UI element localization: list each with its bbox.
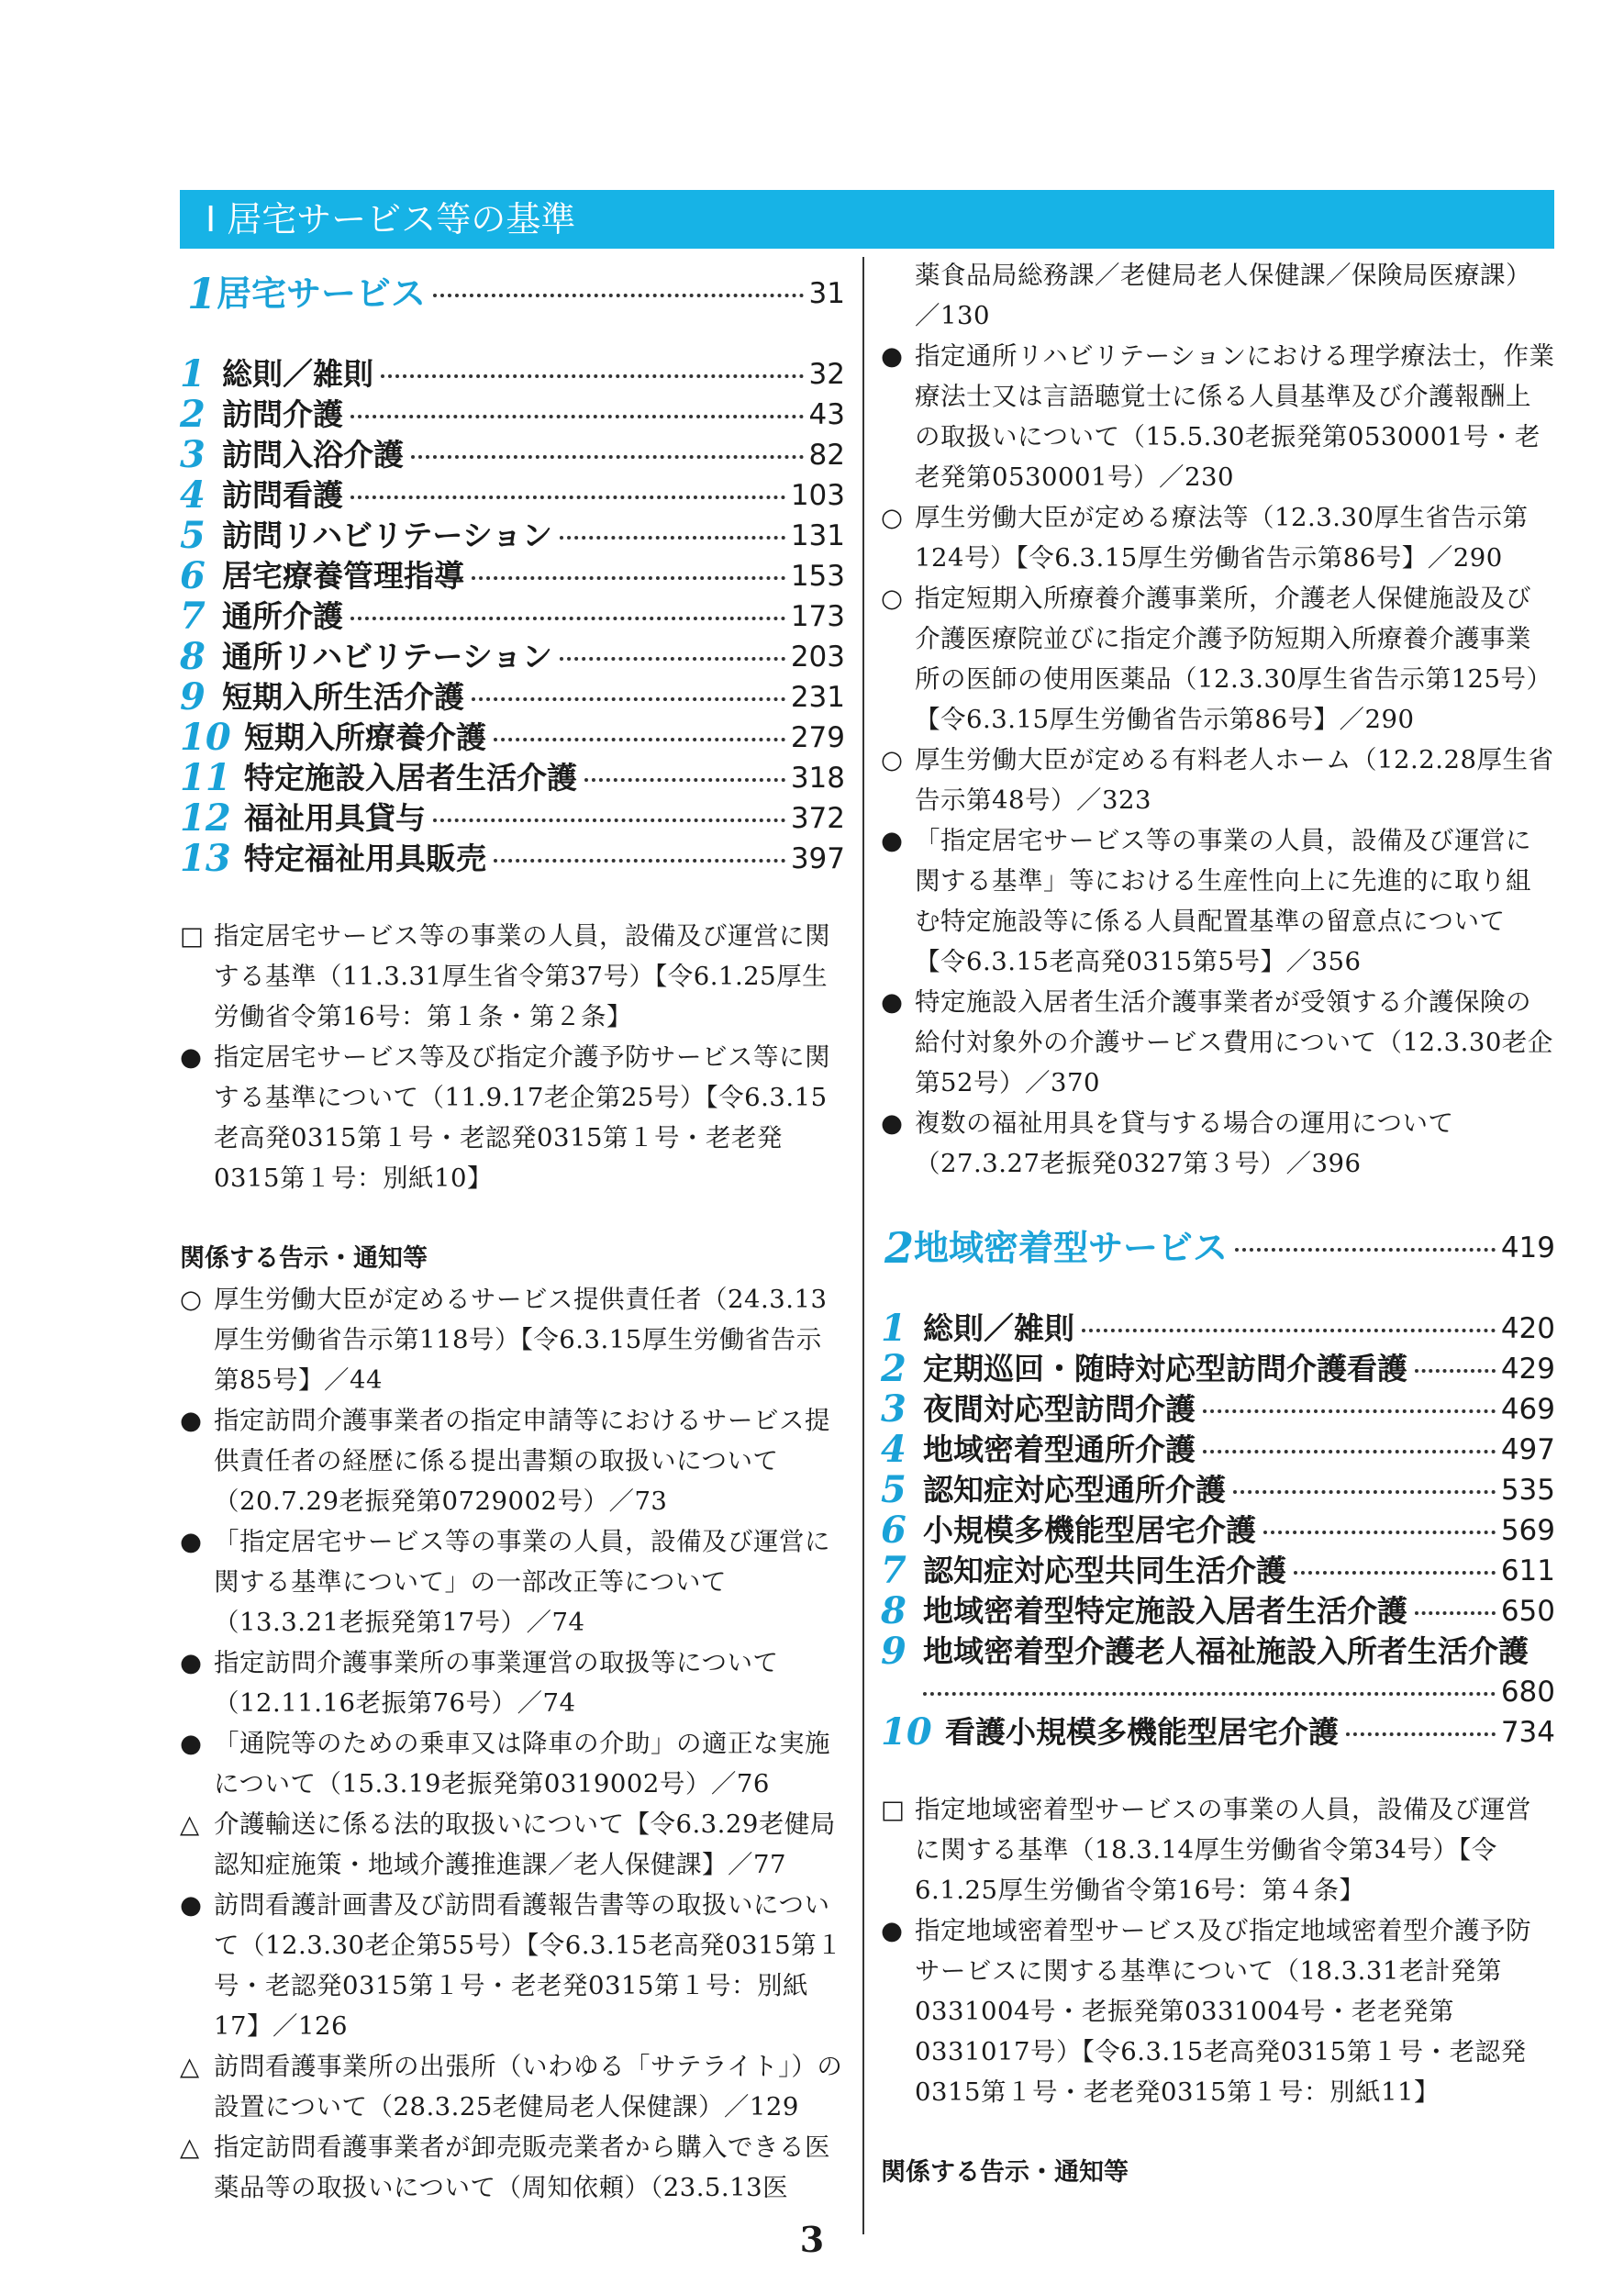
item-number: 2	[881, 1347, 907, 1390]
item-number: 3	[881, 1387, 907, 1431]
page-ref: 569	[1500, 1514, 1555, 1547]
item-label: 短期入所生活介護	[222, 679, 464, 715]
item-number: 2	[180, 393, 206, 436]
toc-item[interactable]	[881, 1631, 1555, 1712]
related-entry: ○ 厚生労働大臣が定めるサービス提供責任者（24.3.13厚生労働省告示第118号）【令6.3.15厚生労働省告示第85号】／44	[180, 1285, 828, 1395]
leader-dots	[1203, 1450, 1496, 1453]
leader-dots	[433, 818, 785, 822]
page-ref: 203	[790, 640, 845, 674]
item-label: 地域密着型特定施設入居者生活介護	[923, 1593, 1407, 1629]
toc-item[interactable]	[881, 1712, 1555, 1753]
toc-item[interactable]	[881, 1430, 1555, 1470]
item-number: 4	[881, 1428, 907, 1471]
related-entry: ● 指定訪問介護事業者の指定申請等におけるサービス提供責任者の経歴に係る提出書類の取扱いについて（20.7.29老振発第0729002号）／73	[180, 1406, 830, 1516]
leader-dots	[584, 778, 785, 782]
column-divider	[862, 257, 864, 2234]
page-ref: 372	[790, 802, 845, 835]
leader-dots	[472, 576, 785, 580]
toc-item[interactable]	[180, 596, 845, 637]
item-label: 総則／雑則	[222, 356, 373, 392]
item-number: 5	[881, 1468, 907, 1511]
item-number: 8	[881, 1589, 907, 1632]
related-entry: ● 複数の福祉用具を貸与する場合の運用について（27.3.27老振発0327第３号）／396	[881, 1108, 1454, 1178]
toc-item[interactable]	[180, 677, 845, 718]
section-label: 居宅サービス	[217, 273, 427, 314]
related-entry: ● 「指定居宅サービス等の事業の人員，設備及び運営に関する基準」等における生産性向上に先進的に取り組む特定施設等に係る人員配置基準の留意点について【令6.3.15老高発0315第5号】／356	[881, 826, 1531, 976]
leader-dots	[1233, 1490, 1496, 1494]
item-label: 訪問介護	[222, 396, 343, 432]
item-number: 9	[180, 675, 206, 718]
item-label: 居宅療養管理指導	[222, 558, 464, 594]
right-column	[881, 255, 1555, 2193]
item-number: 12	[180, 796, 231, 840]
item-label: 短期入所療養介護	[244, 719, 486, 755]
related-entry: ● 特定施設入居者生活介護事業者が受領する介護保険の給付対象外の介護サービス費用について（12.3.30老企第52号）／370	[881, 987, 1553, 1097]
toc-item[interactable]	[881, 1510, 1555, 1551]
toc-item[interactable]	[180, 718, 845, 758]
page-ref: 397	[790, 842, 845, 875]
leader-dots	[472, 697, 785, 701]
item-label: 夜間対応型訪問介護	[923, 1391, 1196, 1427]
item-label: 通所介護	[222, 598, 343, 634]
left-column	[180, 255, 845, 2208]
leader-dots	[1235, 1248, 1496, 1252]
toc-item[interactable]	[180, 556, 845, 596]
leader-dots	[350, 415, 804, 418]
page-ref: 318	[790, 762, 845, 795]
reference-entry: □ 指定地域密着型サービスの事業の人員，設備及び運営に関する基準（18.3.14厚生労働省令第34号）【令6.1.25厚生労働省令第16号：第４条】	[881, 1795, 1531, 1905]
leader-dots	[411, 455, 804, 459]
item-number: 10	[180, 716, 231, 759]
related-entry: ● 「指定居宅サービス等の事業の人員，設備及び運営に関する基準について」の一部改正等について（13.3.21老振発第17号）／74	[180, 1527, 830, 1637]
item-label: 看護小規模多機能型居宅介護	[945, 1714, 1339, 1750]
leader-dots	[1346, 1732, 1496, 1736]
chapter-title: Ⅰ 居宅サービス等の基準	[206, 199, 576, 239]
leader-dots	[381, 374, 804, 378]
item-label: 定期巡回・随時対応型訪問介護看護	[923, 1351, 1407, 1386]
section-number: 1	[187, 269, 217, 318]
toc-item[interactable]	[180, 354, 845, 395]
leader-dots	[1415, 1611, 1496, 1615]
related-heading: 関係する告示・通知等	[180, 1244, 428, 1273]
toc-item[interactable]	[180, 758, 845, 798]
related-entry: △ 指定訪問看護事業者が卸売販売業者から購入できる医薬品等の取扱いについて（周知依頼）（23.5.13医	[180, 2133, 830, 2202]
toc-item[interactable]	[881, 1389, 1555, 1430]
page-ref: 734	[1500, 1716, 1555, 1749]
item-number: 1	[180, 352, 206, 395]
page-ref: 82	[808, 439, 845, 472]
leader-dots	[1082, 1329, 1496, 1332]
item-label: 訪問リハビリテーション	[222, 518, 553, 553]
item-number: 7	[881, 1549, 907, 1592]
item-number: 3	[180, 433, 206, 476]
page-number: 3	[799, 2219, 825, 2260]
item-label: 特定施設入居者生活介護	[244, 760, 577, 796]
item-number: 1	[881, 1307, 907, 1350]
toc-item[interactable]	[881, 1551, 1555, 1591]
leader-dots	[350, 617, 785, 620]
item-label: 地域密着型通所介護	[923, 1431, 1196, 1467]
item-label: 特定福祉用具販売	[244, 841, 486, 876]
item-label: 訪問入浴介護	[222, 437, 404, 473]
page-ref: 469	[1500, 1393, 1555, 1426]
related-entry: △ 介護輸送に係る法的取扱いについて【令6.3.29老健局認知症施策・地域介護推進課／老人保健課】／77	[180, 1810, 836, 1879]
toc-item[interactable]	[881, 1470, 1555, 1510]
item-label: 総則／雑則	[923, 1310, 1074, 1346]
page-ref: 420	[1500, 1312, 1555, 1345]
item-number: 6	[180, 554, 206, 597]
item-number: 11	[180, 756, 231, 799]
toc-section-1[interactable]	[180, 266, 845, 321]
toc-item[interactable]	[881, 1591, 1555, 1631]
page-ref: 31	[808, 277, 845, 310]
section-label: 地域密着型サービス	[914, 1227, 1229, 1268]
toc-item[interactable]	[881, 1349, 1555, 1389]
toc-item[interactable]	[180, 798, 845, 839]
leader-dots	[494, 738, 785, 741]
related-entry: ○ 指定短期入所療養介護事業所，介護老人保健施設及び介護医療院並びに指定介護予防短期入所療養介護事業所の医師の使用医薬品（12.3.30厚生省告示第125号）【令6.3.15厚生労働省告示第86号】／290	[881, 584, 1552, 734]
leader-dots	[1415, 1369, 1496, 1373]
leader-dots	[1203, 1409, 1496, 1413]
reference-entry: ● 指定居宅サービス等及び指定介護予防サービス等に関する基準について（11.9.17老企第25号）【令6.3.15老高発0315第１号・老認発0315第１号・老老発0315第１号：別紙10】	[180, 1042, 830, 1193]
page-ref: 131	[790, 519, 845, 552]
page-ref: 650	[1500, 1595, 1555, 1628]
item-label: 福祉用具貸与	[244, 800, 426, 836]
item-number: 13	[180, 837, 231, 880]
item-label: 認知症対応型通所介護	[923, 1472, 1226, 1508]
toc-item[interactable]	[180, 839, 845, 879]
page-ref: 497	[1500, 1433, 1555, 1466]
item-number: 6	[881, 1509, 907, 1552]
item-number: 10	[881, 1710, 932, 1754]
leader-dots	[350, 496, 785, 499]
related-entry: ○ 厚生労働大臣が定める療法等（12.3.30厚生省告示第124号）【令6.3.15厚生労働省告示第86号】／290	[881, 503, 1529, 573]
item-number: 4	[180, 473, 206, 517]
toc-item[interactable]	[180, 435, 845, 475]
related-heading: 関係する告示・通知等	[881, 2158, 1129, 2187]
item-label: 訪問看護	[222, 477, 343, 513]
leader-dots	[494, 859, 785, 863]
leader-dots	[1263, 1531, 1496, 1534]
page-ref: 231	[790, 681, 845, 714]
leader-dots	[1294, 1571, 1496, 1575]
related-entry: ● 指定訪問介護事業所の事業運営の取扱等について（12.11.16老振第76号）／74	[180, 1648, 779, 1718]
leader-dots	[433, 294, 804, 297]
toc-item[interactable]	[881, 1308, 1555, 1349]
page-ref: 153	[790, 560, 845, 593]
related-entry: △ 訪問看護事業所の出張所（いわゆる「サテライト」）の設置について（28.3.25老健局老人保健課）／129	[180, 2052, 843, 2121]
page-ref: 419	[1500, 1231, 1555, 1264]
page-ref: 103	[790, 479, 845, 512]
leader-dots	[560, 657, 785, 661]
page-ref: 32	[808, 358, 845, 391]
leader-dots	[560, 536, 785, 540]
chapter-header-bar	[180, 190, 1554, 249]
related-entry: ● 指定通所リハビリテーションにおける理学療法士，作業療法士又は言語聴覚士に係る人員基準及び介護報酬上の取扱いについて（15.5.30老振発第0530001号・老老発第0530001号）／230	[881, 341, 1555, 492]
page-ref: 279	[790, 721, 845, 754]
item-number: 7	[180, 595, 206, 638]
reference-entry: ● 指定地域密着型サービス及び指定地域密着型介護予防サービスに関する基準について（18.3.31老計発第0331004号・老振発第0331004号・老老発第0331017号）【令6.3.15老高発0315第１号・老認発0315第１号・老老発0315第１号：別紙11】	[881, 1916, 1531, 2107]
item-label: 地域密着型介護老人福祉施設入所者生活介護	[923, 1633, 1529, 1669]
page-ref: 43	[808, 398, 845, 431]
related-entry: ● 訪問看護計画書及び訪問看護報告書等の取扱いについて（12.3.30老企第55号）【令6.3.15老高発0315第１号・老認発0315第１号・老老発0315第１号：別紙17】／126	[180, 1890, 843, 2041]
related-entry: ○ 厚生労働大臣が定める有料老人ホーム（12.2.28厚生省告示第48号）／323	[881, 745, 1554, 815]
toc-item[interactable]	[180, 637, 845, 677]
toc-section-2[interactable]	[881, 1220, 1555, 1275]
item-label: 小規模多機能型居宅介護	[923, 1512, 1256, 1548]
page-ref: 535	[1500, 1474, 1555, 1507]
toc-item[interactable]	[180, 475, 845, 516]
section-number: 2	[884, 1223, 915, 1273]
page-ref: 611	[1500, 1554, 1555, 1587]
item-number: 5	[180, 514, 206, 557]
reference-entry: □ 指定居宅サービス等の事業の人員，設備及び運営に関する基準（11.3.31厚生省令第37号）【令6.1.25厚生労働省令第16号：第１条・第２条】	[180, 921, 830, 1031]
leader-dots	[923, 1692, 1496, 1696]
continued-entry: 薬食品局総務課／老健局老人保健課／保険局医療課）／130	[915, 261, 1531, 330]
item-number: 9	[881, 1630, 907, 1673]
page-ref: 173	[790, 600, 845, 633]
page-ref: 680	[1500, 1676, 1555, 1709]
item-label: 通所リハビリテーション	[222, 639, 553, 674]
page-ref: 429	[1500, 1353, 1555, 1386]
related-entry: ● 「通院等のための乗車又は降車の介助」の適正な実施について（15.3.19老振発第0319002号）／76	[180, 1729, 830, 1798]
item-label: 認知症対応型共同生活介護	[923, 1553, 1286, 1588]
toc-item[interactable]	[180, 395, 845, 435]
item-number: 8	[180, 635, 206, 678]
toc-item[interactable]	[180, 516, 845, 556]
